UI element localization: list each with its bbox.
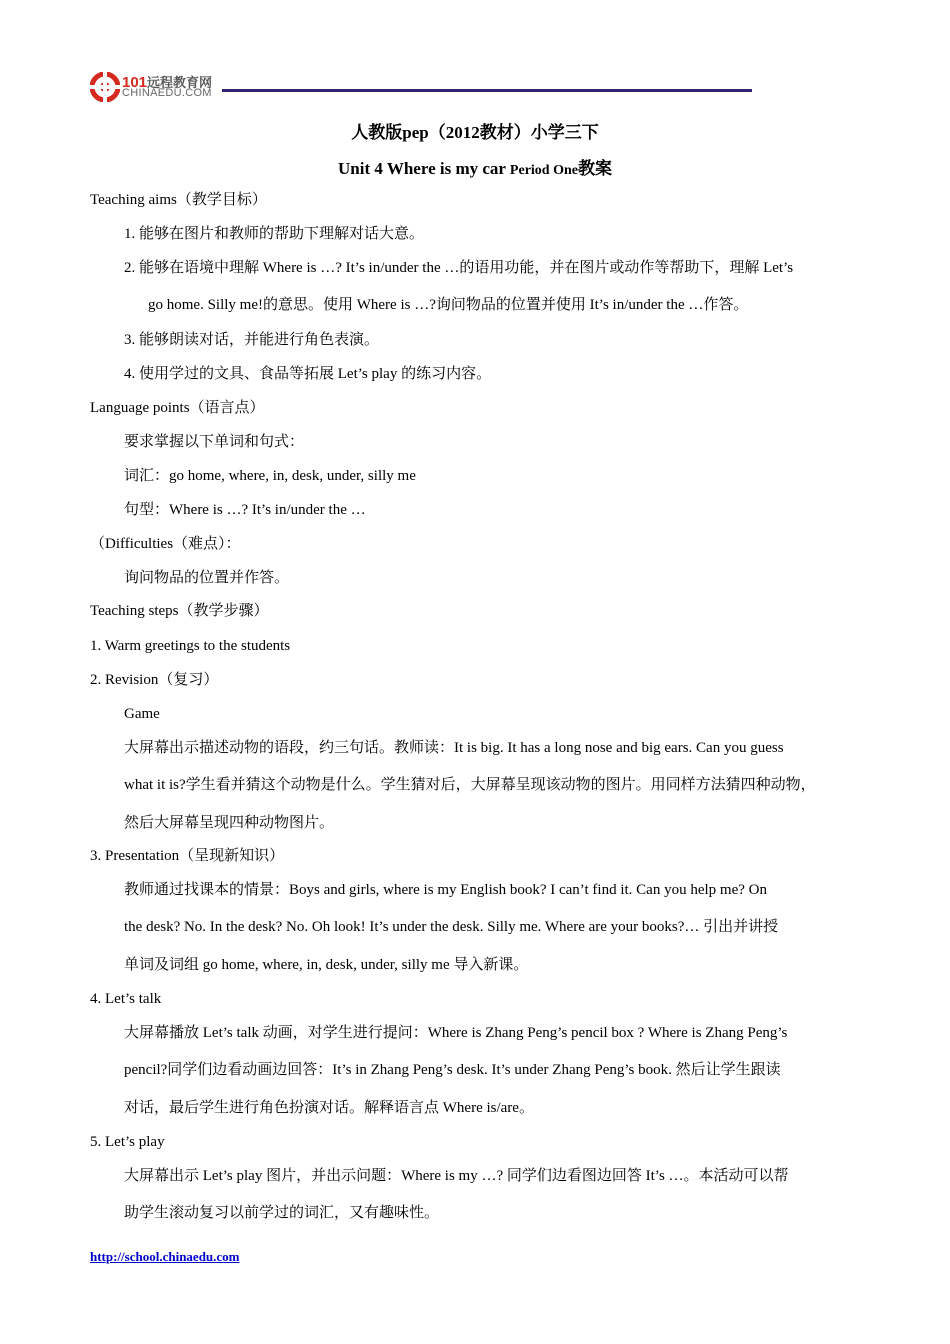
section-heading-language-points: Language points（语言点） <box>90 400 265 416</box>
paragraph-line: 大屏幕出示描述动物的语段，约三句话。教师读：It is big. It has a long nose and big ears. Can you guess <box>124 740 784 756</box>
paragraph-line: what it is?学生看并猜这个动物是什么。学生猜对后，大屏幕呈现该动物的图片。用同样方法猜四种动物， <box>124 777 816 793</box>
aim-item: 4. 使用学过的文具、食品等拓展 Let’s play 的练习内容。 <box>124 366 492 382</box>
paragraph-line: 单词及词组 go home, where, in, desk, under, silly me 导入新课。 <box>124 957 529 973</box>
step-heading: 5. Let’s play <box>90 1134 165 1150</box>
document-title: 人教版pep（2012教材）小学三下 <box>351 123 599 142</box>
logo-cn: 远程教育网 <box>147 75 213 90</box>
aim-item: 3. 能够朗读对话，并能进行角色表演。 <box>124 332 380 348</box>
subtitle-period: Period One <box>509 163 578 178</box>
paragraph-line: 教师通过找课本的情景：Boys and girls, where is my English book? I can’t find it. Can you help me? On <box>124 882 767 898</box>
page-header <box>90 68 752 104</box>
paragraph-line: 大屏幕出示 Let’s play 图片，并出示问题：Where is my …? 同学们边看图边回答 It’s …。本活动可以帮 <box>124 1168 789 1184</box>
logo-domain: CHINAEDU.COM <box>122 87 212 99</box>
paragraph-line: pencil?同学们边看动画边回答：It’s in Zhang Peng’s desk. It’s under Zhang Peng’s book. 然后让学生跟读 <box>124 1062 781 1078</box>
step-heading: 2. Revision（复习） <box>90 672 219 688</box>
section-heading-difficulties: （Difficulties（难点）： <box>90 536 241 552</box>
paragraph-line: 大屏幕播放 Let’s talk 动画，对学生进行提问：Where is Zhang Peng’s pencil box ? Where is Zhang Peng’s <box>124 1025 788 1041</box>
aim-item: 2. 能够在语境中理解 Where is …? It’s in/under the …的语用功能，并在图片或动作等帮助下，理解 Let’s <box>124 260 794 276</box>
header-divider <box>222 89 752 92</box>
section-heading-teaching-steps: Teaching steps（教学步骤） <box>90 603 269 619</box>
sentence-pattern-line: 句型：Where is …? It’s in/under the … <box>124 502 366 518</box>
paragraph-line: 要求掌握以下单词和句式： <box>124 434 305 450</box>
paragraph-line: 助学生滚动复习以前学过的词汇，又有趣味性。 <box>124 1205 440 1221</box>
subtitle-tail: 教案 <box>577 159 612 178</box>
document-subtitle <box>0 154 950 179</box>
paragraph-line: the desk? No. In the desk? No. Oh look! It’s under the desk. Silly me. Where are your books?… 引出并讲授 <box>124 919 779 935</box>
paragraph-line: Game <box>124 706 160 722</box>
logo-number: 101 <box>122 74 148 91</box>
step-heading: 1. Warm greetings to the students <box>90 638 291 654</box>
chinaedu-logo <box>90 72 220 100</box>
aim-item: 1. 能够在图片和教师的帮助下理解对话大意。 <box>124 226 425 242</box>
paragraph-line: 对话，最后学生进行角色扮演对话。解释语言点 Where is/are。 <box>124 1100 534 1116</box>
paragraph-line: 然后大屏幕呈现四种动物图片。 <box>124 815 335 831</box>
aim-item-continuation: go home. Silly me!的意思。使用 Where is …?询问物品的位置并使用 It’s in/under the …作答。 <box>148 297 749 313</box>
subtitle-main: Unit 4 Where is my car <box>338 159 506 178</box>
step-heading: 3. Presentation（呈现新知识） <box>90 848 285 864</box>
step-heading: 4. Let’s talk <box>90 991 162 1007</box>
logo-icon <box>90 72 120 102</box>
paragraph-line: 询问物品的位置并作答。 <box>124 570 290 586</box>
section-heading-teaching-aims: Teaching aims（教学目标） <box>90 192 267 208</box>
vocabulary-line: 词汇：go home, where, in, desk, under, silly me <box>124 468 416 484</box>
footer-link[interactable]: http://school.chinaedu.com <box>90 1249 240 1264</box>
